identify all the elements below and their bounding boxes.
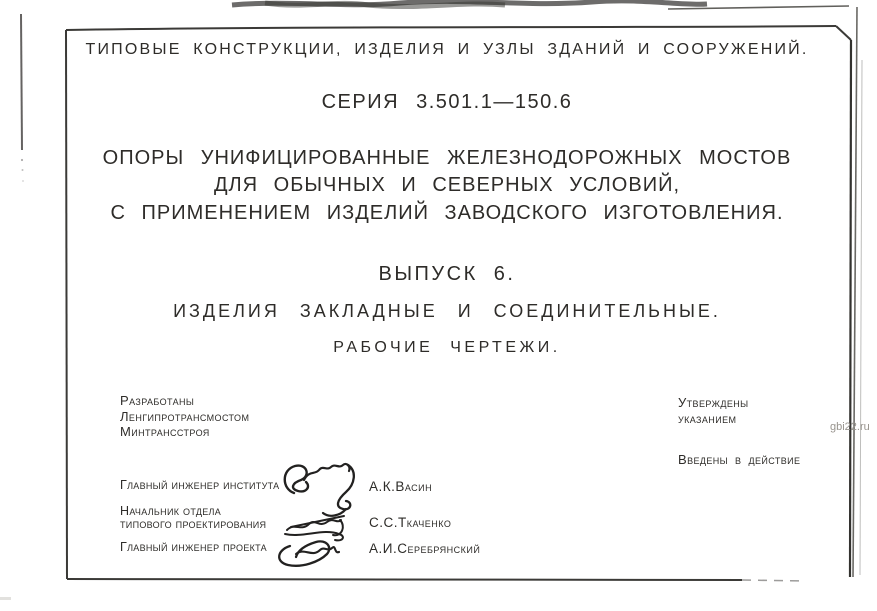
signature-scribble-serebryanskiy <box>274 534 340 568</box>
frame-bottom-dashed <box>742 580 806 581</box>
approved-block <box>678 395 749 426</box>
title-line-3: С ПРИМЕНЕНИЕМ ИЗДЕЛИЙ ЗАВОДСКОГО ИЗГОТОВЛЕНИЯ. <box>110 202 784 224</box>
watermark: gbi22.ru <box>830 421 870 433</box>
developed-by-line: Разработаны <box>120 393 195 408</box>
subtitle-drawings: РАБОЧИЕ ЧЕРТЕЖИ. <box>333 339 561 356</box>
signature-name-tkachenko: С.С.Ткаченко <box>369 515 452 530</box>
subtitle-products: ИЗДЕЛИЯ ЗАКЛАДНЫЕ И СОЕДИНИТЕЛЬНЫЕ. <box>173 301 721 321</box>
signature-role-chief-engineer-institute: Главный инженер института <box>120 478 280 492</box>
series-number: СЕРИЯ 3.501.1—150.6 <box>321 91 573 113</box>
signature-role-chief-engineer-project: Главный инженер проекта <box>120 540 267 554</box>
approved-line: Утверждены <box>678 395 749 410</box>
title-line-1: ОПОРЫ УНИФИЦИРОВАННЫЕ ЖЕЛЕЗНОДОРОЖНЫХ МОСТОВ <box>102 147 792 169</box>
frame-right <box>850 40 851 577</box>
developed-by-ministry: Минтрансстроя <box>120 424 210 439</box>
frame-top <box>66 26 836 30</box>
left-edge-line <box>21 14 22 150</box>
signature-name-vasin: А.К.Васин <box>369 479 433 494</box>
title-line-2: ДЛЯ ОБЫЧНЫХ И СЕВЕРНЫХ УСЛОВИЙ, <box>213 174 681 196</box>
signature-role-dept-head-line2: типового проектирования <box>120 517 267 531</box>
signature-role-dept-head-line1: Начальник отдела <box>120 504 222 518</box>
developed-by-org: Ленгипротрансмостом <box>120 408 250 424</box>
outer-border-right <box>853 7 857 577</box>
frame-corner-chamfer <box>836 26 851 40</box>
issue-number: ВЫПУСК 6. <box>378 263 516 285</box>
document-classification-header: ТИПОВЫЕ КОНСТРУКЦИИ, ИЗДЕЛИЯ И УЗЛЫ ЗДАНИЙ И СООРУЖЕНИЙ. <box>85 41 809 58</box>
frame-bottom <box>67 579 742 580</box>
effective-date-line: Введены в действие <box>678 452 801 467</box>
approved-by-line: указанием <box>678 410 737 426</box>
developed-by-block <box>120 393 249 440</box>
signature-name-serebryanskiy: А.И.Серебрянский <box>369 541 481 556</box>
